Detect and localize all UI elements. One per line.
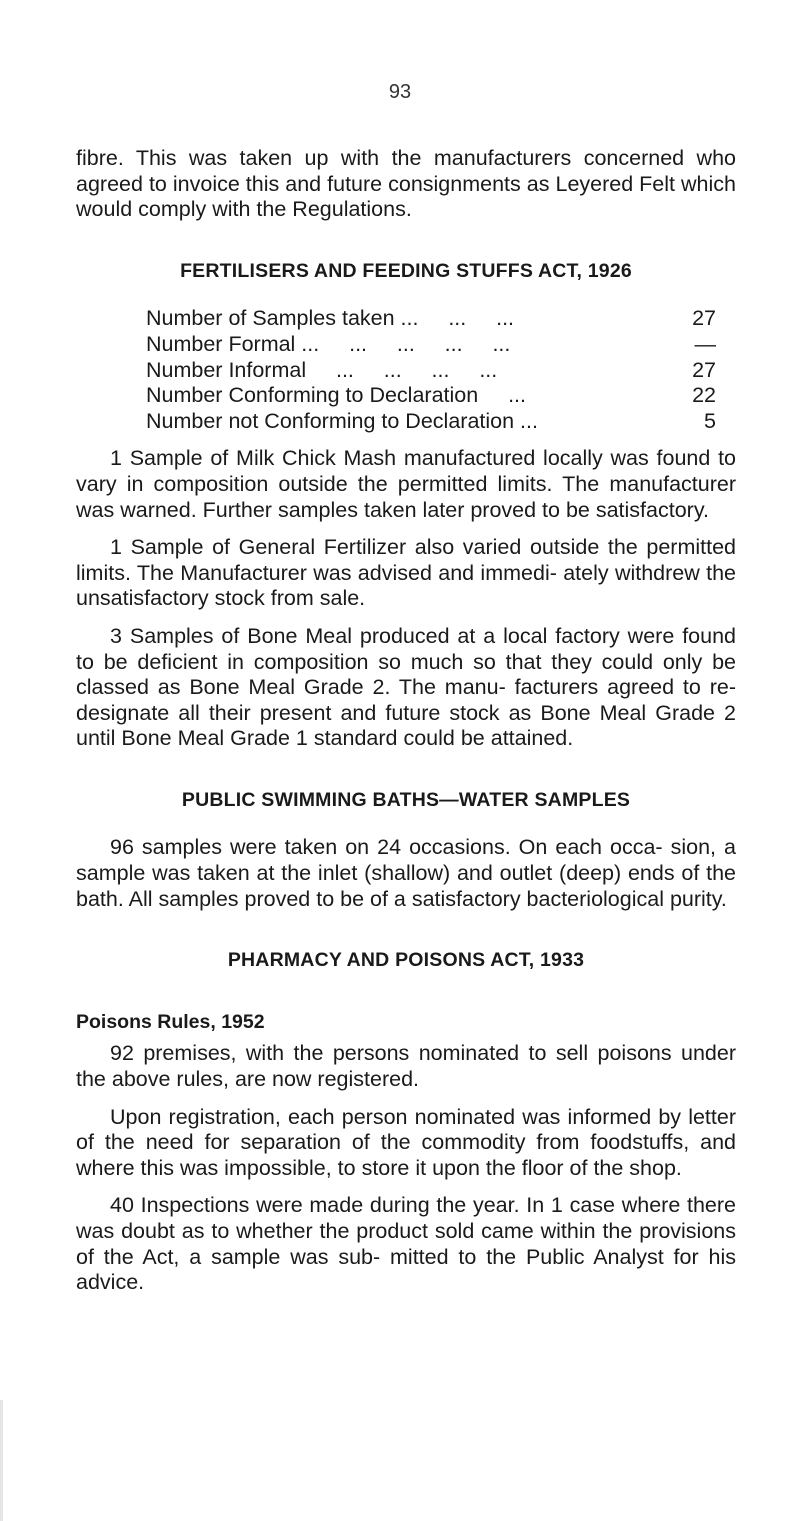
stat-row-not-conforming — [146, 409, 716, 435]
bone-meal-paragraph: 3 Samples of Bone Meal produced at a local factory were found to be deficient in composition so much so that they could only be classed as Bone Meal Grade 2. The manu- facturers agreed to re-designate all their present and future stock as Bone Meal Grade 2 until Bone Meal Grade 1 standard could be attained. — [76, 623, 736, 751]
stat-row-samples-taken — [146, 306, 716, 332]
stat-label: Number Informal ... ... ... ... — [146, 357, 498, 382]
intro-paragraph: fibre. This was taken up with the manufacturers concerned who agreed to invoice this and future consignments as Leyered Felt which would comply with the Regulations. — [76, 146, 736, 222]
page-content — [76, 146, 736, 1296]
scan-edge-mark — [0, 1400, 3, 1521]
stat-value: 22 — [692, 383, 716, 408]
swimming-baths-heading: PUBLIC SWIMMING BATHS—WATER SAMPLES — [181, 788, 631, 811]
stat-row-informal — [146, 358, 716, 384]
inspections-paragraph: 40 Inspections were made during the year. In 1 case where there was doubt as to whether the product sold came within the provisions of the Act, a sample was sub- mitted to the Public Analyst for his advice. — [76, 1193, 736, 1295]
stat-row-conforming — [146, 383, 716, 409]
registration-paragraph: Upon registration, each person nominated was informed by letter of the need for separation of the commodity from foodstuffs, and where this was impossible, to store it upon the floor of the shop. — [76, 1104, 736, 1180]
stat-label: Number not Conforming to Declaration ... — [146, 408, 538, 433]
pharmacy-heading: PHARMACY AND POISONS ACT, 1933 — [227, 949, 585, 972]
stat-value: — — [694, 331, 716, 356]
premises-paragraph: 92 premises, with the persons nominated to sell poisons under the above rules, are now registered. — [76, 1041, 736, 1092]
swimming-baths-paragraph: 96 samples were taken on 24 occasions. On each occa- sion, a sample was taken at the inlet (shallow) and outlet (deep) ends of the bath. All samples proved to be of a satisfactory bacteriological purity. — [76, 835, 736, 911]
fertilisers-stats-table — [146, 306, 716, 434]
stat-value: 27 — [692, 306, 716, 331]
page-number: 93 — [388, 81, 412, 103]
stat-label: Number of Samples taken ... ... ... — [146, 306, 515, 331]
stat-label: Number Formal ... ... ... ... ... — [146, 331, 511, 356]
general-fertilizer-paragraph: 1 Sample of General Fertilizer also varied outside the permitted limits. The Manufacturer was advised and immedi- ately withdrew the unsatisfactory stock from sale. — [76, 535, 736, 611]
stat-label: Number Conforming to Declaration ... — [146, 383, 526, 408]
milk-chick-mash-paragraph: 1 Sample of Milk Chick Mash manufactured locally was found to vary in composition outside the permitted limits. The manufacturer was warned. Further samples taken later proved to be satisfactory. — [76, 446, 736, 522]
poisons-rules-subheading: Poisons Rules, 1952 — [76, 1010, 265, 1033]
fertilisers-heading: FERTILISERS AND FEEDING STUFFS ACT, 1926 — [180, 259, 632, 282]
stat-value: 27 — [692, 357, 716, 382]
stat-value: 5 — [704, 408, 716, 433]
stat-row-formal — [146, 332, 716, 358]
